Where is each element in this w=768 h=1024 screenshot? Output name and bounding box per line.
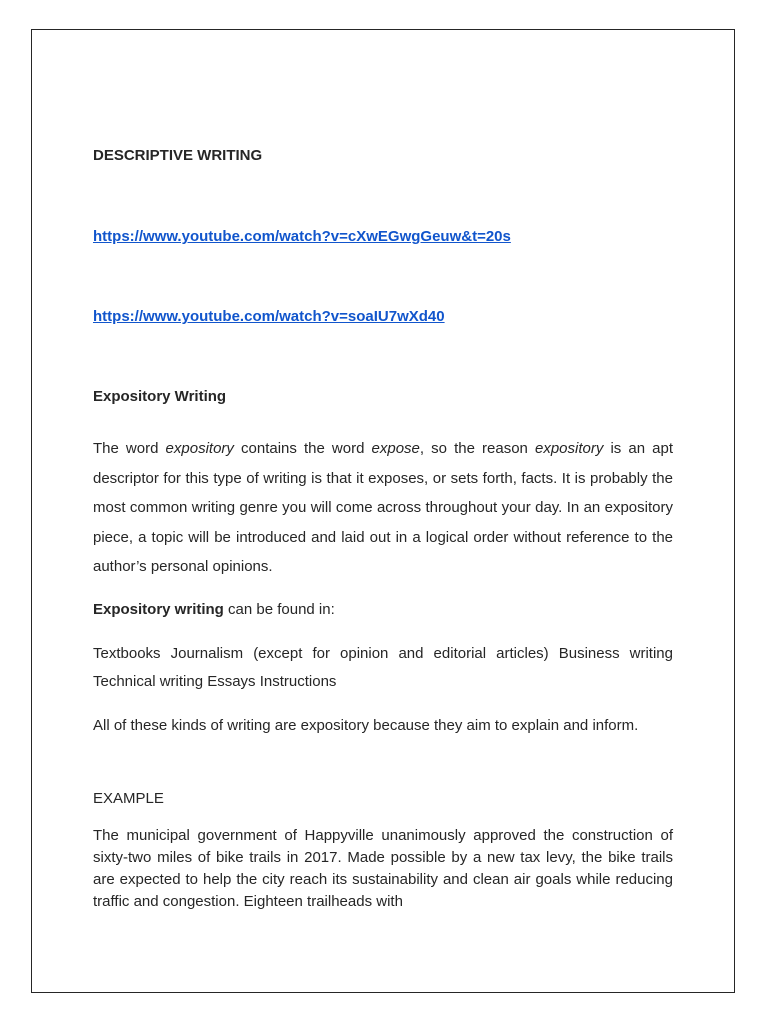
youtube-link-2[interactable]: https://www.youtube.com/watch?v=soaIU7wXd40	[93, 308, 445, 325]
intro-paragraph	[93, 434, 673, 582]
found-in-rest: can be found in:	[223, 601, 335, 618]
intro-italic-3: expository	[534, 440, 604, 457]
example-paragraph: The municipal government of Happyville unanimously approved the construction of sixty-two miles of bike trails in 2017. Made possible by a new tax levy, the bike trails are expected to help the city reach its sustainability and clean air goals while reducing traffic and congestion. Eighteen trailheads with	[93, 827, 673, 910]
section-heading: Expository Writing	[93, 388, 227, 405]
intro-text-2: contains the word	[233, 440, 372, 457]
youtube-link-1[interactable]: https://www.youtube.com/watch?v=cXwEGwgGeuw&t=20s	[93, 228, 511, 245]
intro-text-3: , so the reason	[419, 440, 535, 457]
intro-text-1: The word	[93, 440, 166, 457]
intro-italic-2: expose	[371, 440, 420, 457]
list-paragraph: Textbooks Journalism (except for opinion and editorial articles) Business writing Technical writing Essays Instructions	[93, 645, 673, 690]
intro-text-4: is an apt descriptor for this type of writing is that it exposes, or sets forth, facts. It is probably the most common writing genre you will come across throughout your day. In an expository piece, a topic will be introduced and laid out in a logical order without reference to the author’s personal opinions.	[93, 440, 673, 575]
found-in-paragraph	[93, 595, 673, 625]
document-title: DESCRIPTIVE WRITING	[93, 147, 263, 164]
intro-italic-1: expository	[165, 440, 234, 457]
found-in-bold: Expository writing	[93, 601, 224, 618]
example-label: EXAMPLE	[93, 790, 164, 807]
summary-paragraph: All of these kinds of writing are expository because they aim to explain and inform.	[93, 717, 639, 734]
